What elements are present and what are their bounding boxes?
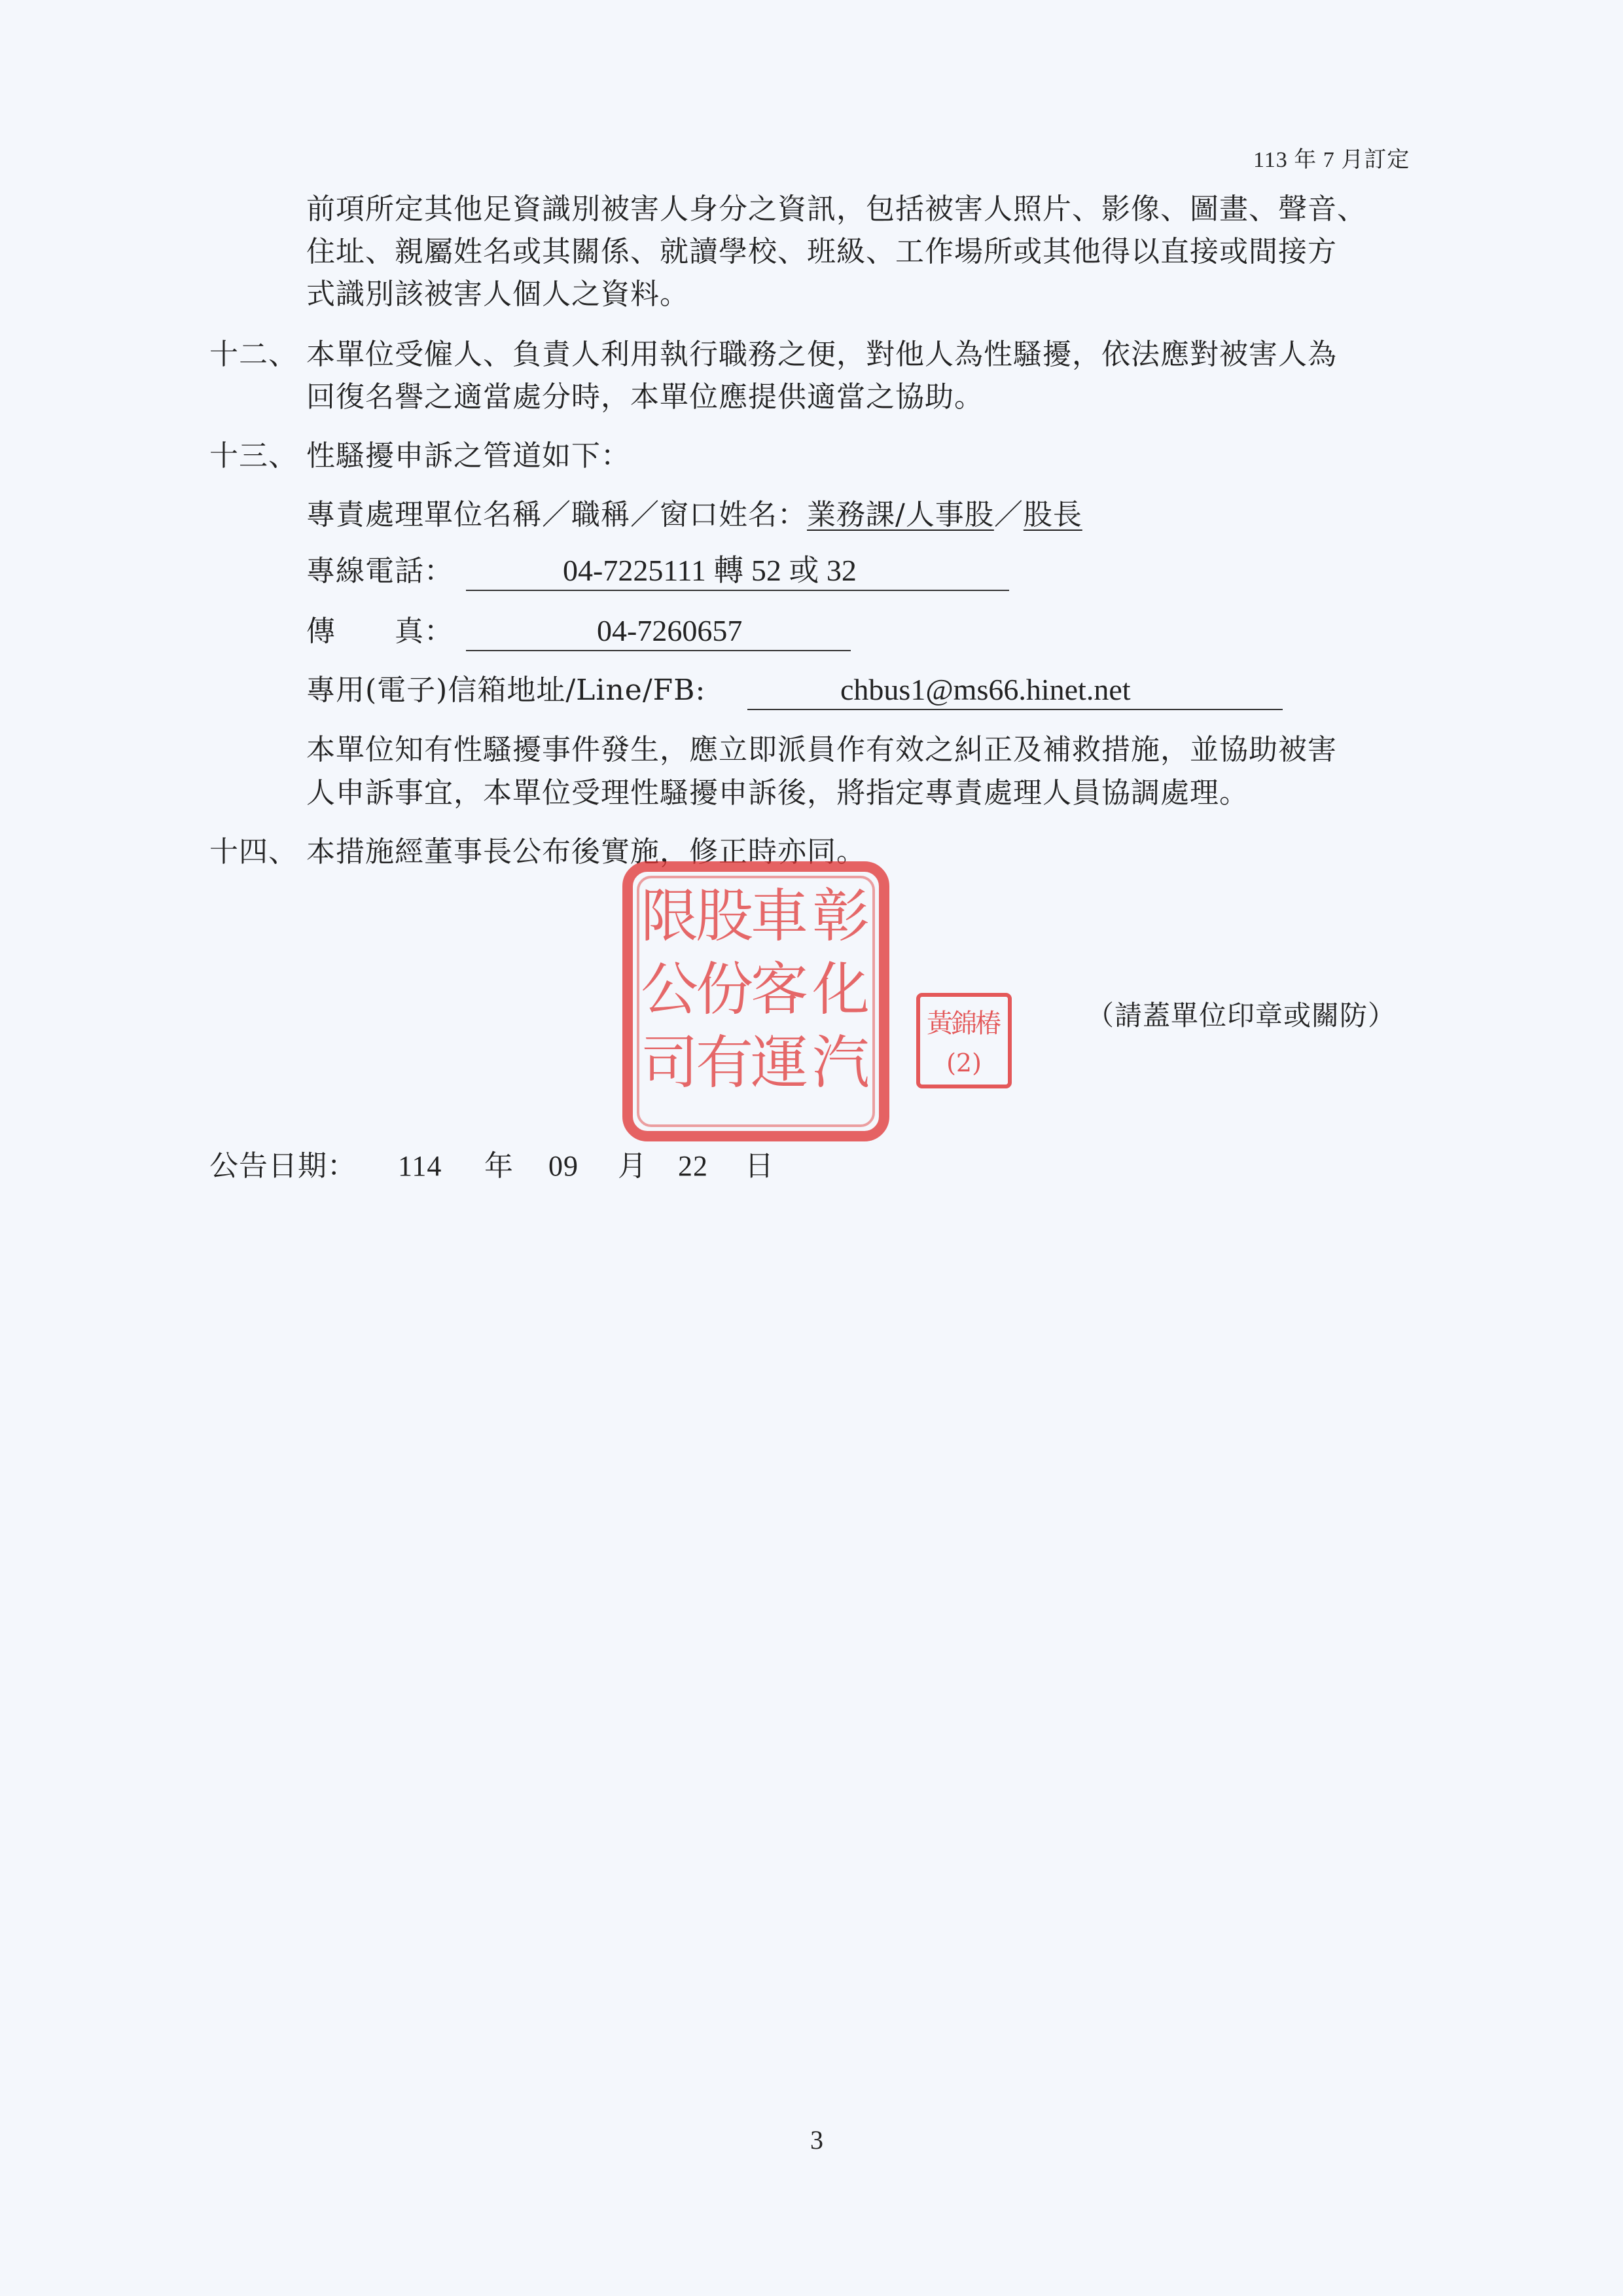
paragraph-line: 本單位受僱人、負責人利用執行職務之便，對他人為性騷擾，依法應對被害人為 <box>306 338 1337 371</box>
svg-text:客: 客 <box>750 956 809 1023</box>
paragraph-line: 住址、親屬姓名或其關係、就讀學校、班級、工作場所或其他得以直接或間接方 <box>306 235 1337 268</box>
paragraph-line: 式識別該被害人個人之資料。 <box>306 278 689 311</box>
svg-text:公: 公 <box>640 956 699 1023</box>
revision-note: 113 年 7 月訂定 <box>1253 148 1410 172</box>
announcement-day-unit: 日 <box>745 1149 774 1183</box>
paragraph-line: 前項所定其他足資識別被害人身分之資訊，包括被害人照片、影像、圖畫、聲音、 <box>306 192 1366 226</box>
svg-text:運: 運 <box>750 1029 809 1096</box>
phone-value: 04-7225111 轉 52 或 32 <box>563 554 857 587</box>
seal-note: （請蓋單位印章或關防） <box>1086 999 1397 1031</box>
announcement-label: 公告日期： <box>209 1149 357 1183</box>
svg-text:彰: 彰 <box>812 882 870 950</box>
announcement-month: 09 <box>548 1150 579 1182</box>
svg-text:司: 司 <box>640 1029 699 1096</box>
announcement-day: 22 <box>678 1150 708 1182</box>
svg-text:車: 車 <box>750 882 809 950</box>
svg-text:限: 限 <box>640 882 699 950</box>
svg-text:錦: 錦 <box>951 1009 977 1039</box>
svg-text:黃: 黃 <box>927 1009 953 1039</box>
paragraph-line: 回復名譽之適當處分時，本單位應提供適當之協助。 <box>306 380 984 414</box>
fax-field <box>466 612 851 651</box>
item-label: 十四、 <box>209 835 298 869</box>
announcement-year: 114 <box>398 1150 442 1182</box>
paragraph-line: 本措施經董事長公布後實施，修正時亦同。 <box>306 835 866 869</box>
person-seal <box>915 992 1013 1090</box>
email-value: chbus1@ms66.hinet.net <box>840 673 1131 706</box>
contact-title-value: 股長 <box>1023 498 1082 531</box>
svg-text:椿: 椿 <box>975 1009 1001 1039</box>
contact-unit-prefix: 專責處理單位名稱／職稱／窗口姓名： <box>306 498 807 531</box>
item-label: 十三、 <box>209 439 298 473</box>
svg-text:(2): (2) <box>946 1049 982 1077</box>
contact-unit-value: 業務課/人事股 <box>807 498 994 531</box>
fax-value: 04-7260657 <box>597 614 743 647</box>
page-number: 3 <box>810 2125 824 2155</box>
phone-label: 專線電話： <box>306 554 454 588</box>
company-seal <box>618 857 893 1145</box>
contact-separator: ／ <box>993 498 1024 531</box>
svg-text:股: 股 <box>695 882 754 950</box>
svg-text:有: 有 <box>695 1029 754 1096</box>
announcement-month-unit: 月 <box>618 1149 647 1183</box>
paragraph-line: 性騷擾申訴之管道如下： <box>306 439 630 473</box>
announcement-year-unit: 年 <box>484 1149 514 1183</box>
paragraph-line: 人申訴事宜，本單位受理性騷擾申訴後，將指定專責處理人員協調處理。 <box>306 776 1249 810</box>
item-label: 十二、 <box>209 338 298 371</box>
svg-text:汽: 汽 <box>812 1029 870 1096</box>
email-field <box>747 671 1283 710</box>
contact-unit-line <box>306 495 1082 535</box>
svg-text:化: 化 <box>812 956 870 1023</box>
email-label: 專用(電子)信箱地址/Line/FB: <box>306 673 706 707</box>
svg-text:份: 份 <box>695 956 754 1023</box>
phone-field <box>466 552 1009 591</box>
paragraph-line: 本單位知有性騷擾事件發生，應立即派員作有效之糾正及補救措施，並協助被害 <box>306 733 1337 766</box>
fax-label: 傳 真： <box>306 615 454 648</box>
